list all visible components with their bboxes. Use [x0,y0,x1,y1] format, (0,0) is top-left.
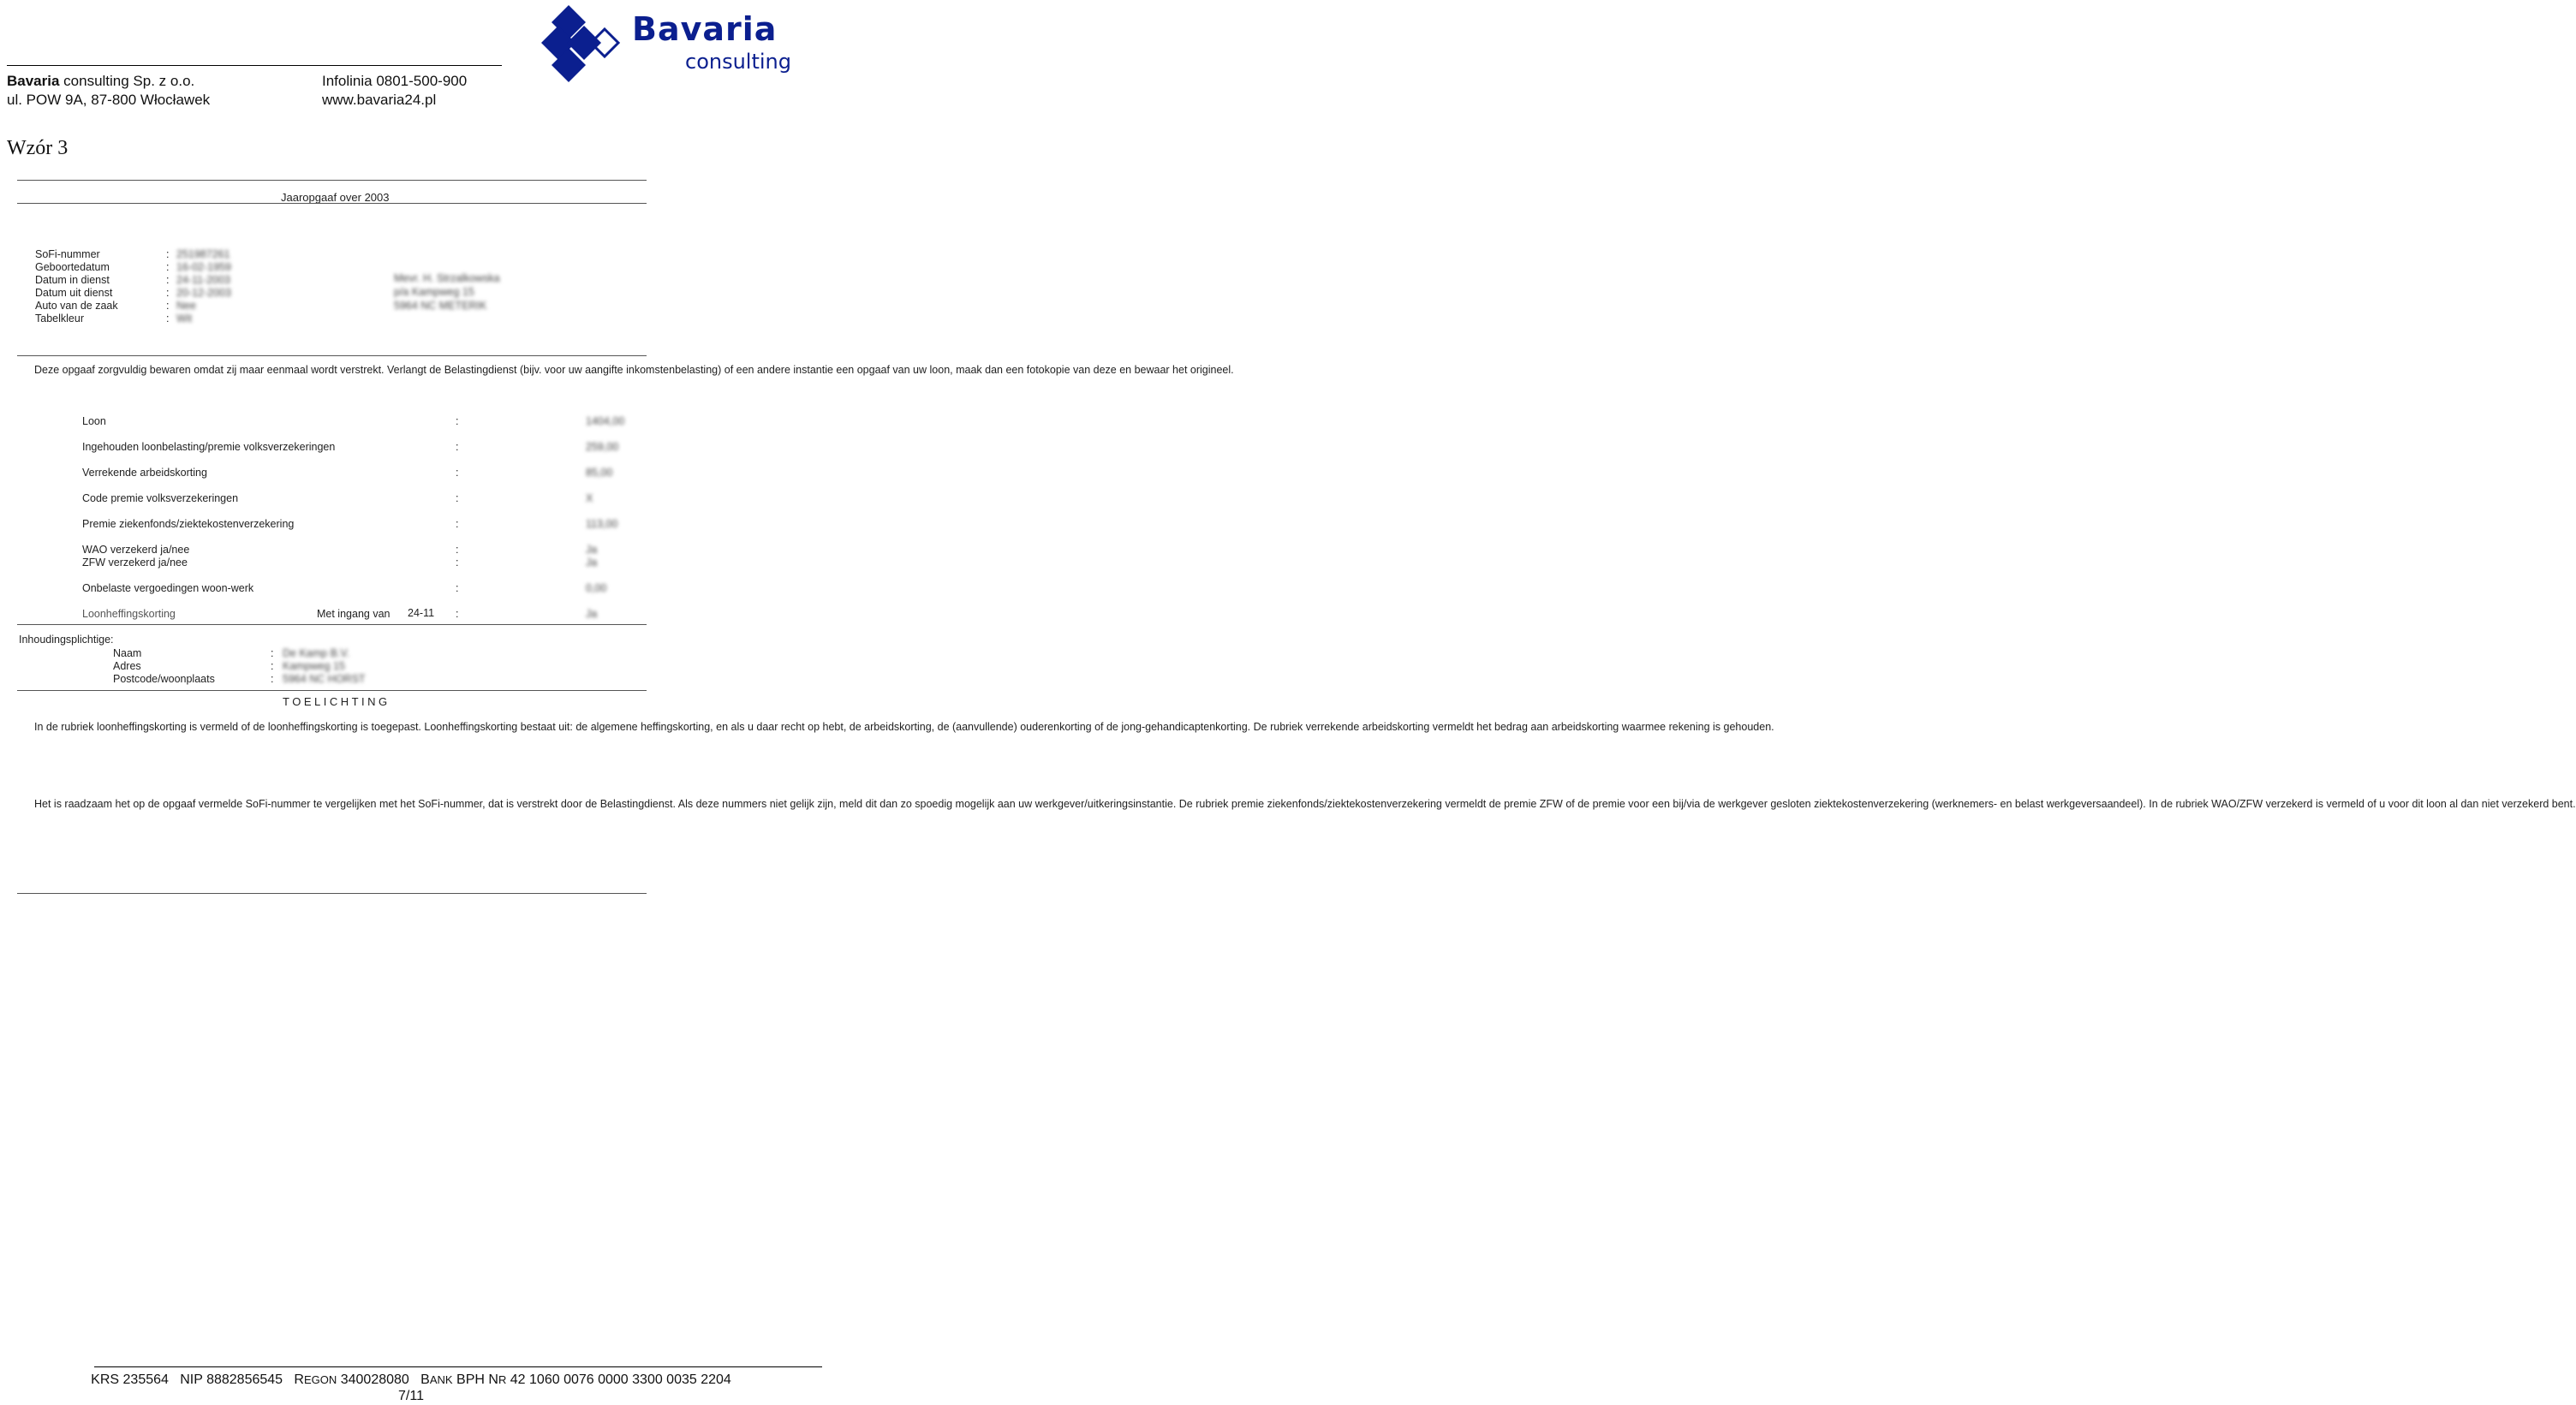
field-value: 24-11-2003 [176,274,231,286]
scan-title: Jaaropgaaf over 2003 [281,191,390,204]
employer-value: De Kamp B.V. [283,647,350,659]
item-label: Code premie volksverzekeringen [82,492,239,504]
bank-account: 42 1060 0076 0000 3300 0035 2204 [510,1372,731,1387]
field-label: Geboortedatum [35,261,110,273]
field-value: Nee [176,300,196,312]
item-value: Ja [586,557,598,569]
item-value: 0,00 [586,582,607,594]
field-label: Datum uit dienst [35,287,113,299]
company-address: ul. POW 9A, 87-800 Włocławek [7,92,211,108]
item-value: Ja [586,544,598,556]
employee-address-line: p/a Kampweg 15 [394,286,474,298]
item-value: 85,00 [586,467,613,479]
toelichting-title: TOELICHTING [283,695,391,708]
krs: KRS 235564 [91,1372,169,1387]
scan-rule [17,355,647,356]
logo-sub: consulting [685,50,791,74]
scan-rule [17,893,647,894]
inhoudingsplichtige-label: Inhoudingsplichtige: [19,634,114,646]
employer-value: Kampweg 15 [283,660,345,672]
field-value: 20-12-2003 [176,287,231,299]
employer-label: Adres [113,660,141,672]
item-label: Loonheffingskorting [82,608,176,620]
footer-registration: KRS 235564 NIP 8882856545 REGON 340028080 BANK BPH NR 42 1060 0076 0000 3300 0035 2204 [91,1372,731,1387]
item-value: 1404,00 [586,415,625,427]
regon: 340028080 [340,1372,409,1387]
section-title: Wzór 3 [7,137,69,159]
employer-value: 5964 NC HORST [283,673,366,685]
toelichting-paragraph: Het is raadzaam het op de opgaaf vermelde SoFi-nummer te vergelijken met het SoFi-nummer, dat is verstrekt door de Belastingdienst. Als deze nummers niet gelijk zijn, meld dit dan zo spoedig mogelijk aan uw werkgever/uitkeringsinstantie. De rubriek premie ziekenfonds/ziektekostenverzekering vermeldt de premie ZFW of de premie voor een bij/via de werkgever gesloten ziektekostenverzekering (werknemers- en belast werkgeversaandeel). In de rubriek WAO/ZFW verzekerd is vermeld of u voor dit loon al dan niet verzekerd bent. [34,798,2576,810]
ingang-value: 24-11 [408,607,435,619]
company-name: consulting Sp. z o.o. [59,73,195,89]
field-label: Auto van de zaak [35,300,118,312]
employer-label: Postcode/woonplaats [113,673,215,685]
scanned-annual-statement: Jaaropgaaf over 2003 SoFi-nummer : 251987261 Geboortedatum : 16-02-1959 Datum in dienst : 24-11-2003 Datum uit dienst : 20-12-2003 Auto van de zaak : Nee Tabelkleur : Wit Mevr. H. Strzalkowska p/a Kampweg 15 5964 NC METERIK Deze opgaaf zorgvuldig bewaren omdat zij maar eenmaal wordt verstrekt. Verlangt de Belastingdienst (bijv. voor uw aangifte inkomstenbelasting) of een andere instantie een opgaaf van uw loon, maak dan een fotokopie van deze en bewaar het origineel. Loon : 1404,00 Ingehouden loonbelasting/premie volksverzekeringen : 259,00 Verrekende arbeidskorting : 85,00 Code premie volksverzekeringen : X Premie ziekenfonds/ziektekostenverzekering : 113,00 WAO verzekerd ja/nee : Ja ZFW verzekerd ja/nee : Ja Onbelaste vergoedingen woon-werk : 0,00 Loonheffingskorting Met ingang van 24-11 : Ja Inhoudingsplichtige: Naam : De Kamp B.V. Adres : Kampweg 15 Postcode/woonplaats : 5964 NC HORST TOELICHTING In de rubriek loonheffingskorting is vermeld of de loonheffingskorting is toegepast. Loonheffingskorting bestaat uit: de algemene heffingskorting, en als u daar recht op hebt, de arbeidskorting, de (aanvullende) ouderenkorting of de jong-gehandicaptenkorting. De rubriek verrekende arbeidskorting vermeldt het bedrag aan arbeidskorting waarmee rekening is gehouden. Het is raadzaam het op de opgaaf vermelde SoFi-nummer te vergelijken met het SoFi-nummer, dat is verstrekt door de Belastingdienst. Als deze nummers niet gelijk zijn, meld dit dan zo spoedig mogelijk aan uw werkgever/uitkeringsinstantie. De rubriek premie ziekenfonds/ziektekostenverzekering vermeldt de premie ZFW of de premie voor een bij/via de werkgever gesloten ziektekostenverzekering (werknemers- en belast werkgeversaandeel). In de rubriek WAO/ZFW verzekerd is vermeld of u voor dit loon al dan niet verzekerd bent. [7,180,645,967]
field-value: 251987261 [176,248,230,260]
field-label: SoFi-nummer [35,248,100,260]
logo-brand: Bavaria [632,10,778,48]
item-label: WAO verzekerd ja/nee [82,544,190,556]
item-label: Ingehouden loonbelasting/premie volksverzekeringen [82,441,336,453]
company-brand: Bavaria [7,73,60,89]
field-label: Tabelkleur [35,313,84,324]
infolinia: Infolinia 0801-500-900 [322,73,468,89]
toelichting-paragraph: In de rubriek loonheffingskorting is vermeld of de loonheffingskorting is toegepast. Loonheffingskorting bestaat uit: de algemene heffingskorting, en als u daar recht op hebt, de arbeidskorting, de (aanvullende) ouderenkorting of de jong-gehandicaptenkorting. De rubriek verrekende arbeidskorting vermeldt het bedrag aan arbeidskorting waarmee rekening is gehouden. [34,721,1774,733]
contact-info [322,72,467,110]
item-value: 259,00 [586,441,619,453]
scan-rule [17,203,647,204]
scan-rule [17,690,647,691]
scan-rule [17,624,647,625]
field-label: Datum in dienst [35,274,110,286]
field-value: 16-02-1959 [176,261,231,273]
item-label: Premie ziekenfonds/ziektekostenverzekering [82,518,295,530]
scan-rule [17,180,647,181]
item-label: Loon [82,415,106,427]
diamond-logo-icon [541,3,635,89]
bavaria-logo [541,3,798,89]
nip: NIP 8882856545 [180,1372,283,1387]
employer-label: Naam [113,647,142,659]
employee-address-line: 5964 NC METERIK [394,300,487,312]
item-label: ZFW verzekerd ja/nee [82,557,188,569]
website[interactable]: www.bavaria24.pl [322,92,437,108]
bank-name: BPH [456,1372,485,1387]
page-number: 7/11 [398,1389,424,1403]
item-value: Ja [586,608,598,620]
ingang-label: Met ingang van [317,608,391,620]
footer-rule [94,1366,822,1367]
item-value: 113,00 [586,518,618,530]
field-value: Wit [176,313,193,324]
employee-address-line: Mevr. H. Strzalkowska [394,272,500,284]
header-rule [7,65,502,66]
item-label: Onbelaste vergoedingen woon-werk [82,582,254,594]
notice-text: Deze opgaaf zorgvuldig bewaren omdat zij maar eenmaal wordt verstrekt. Verlangt de Belastingdienst (bijv. voor uw aangifte inkomstenbelasting) of een andere instantie een opgaaf van uw loon, maak dan een fotokopie van deze en bewaar het origineel. [34,364,1234,376]
item-value: X [586,492,593,504]
company-info [7,72,210,110]
item-label: Verrekende arbeidskorting [82,467,207,479]
